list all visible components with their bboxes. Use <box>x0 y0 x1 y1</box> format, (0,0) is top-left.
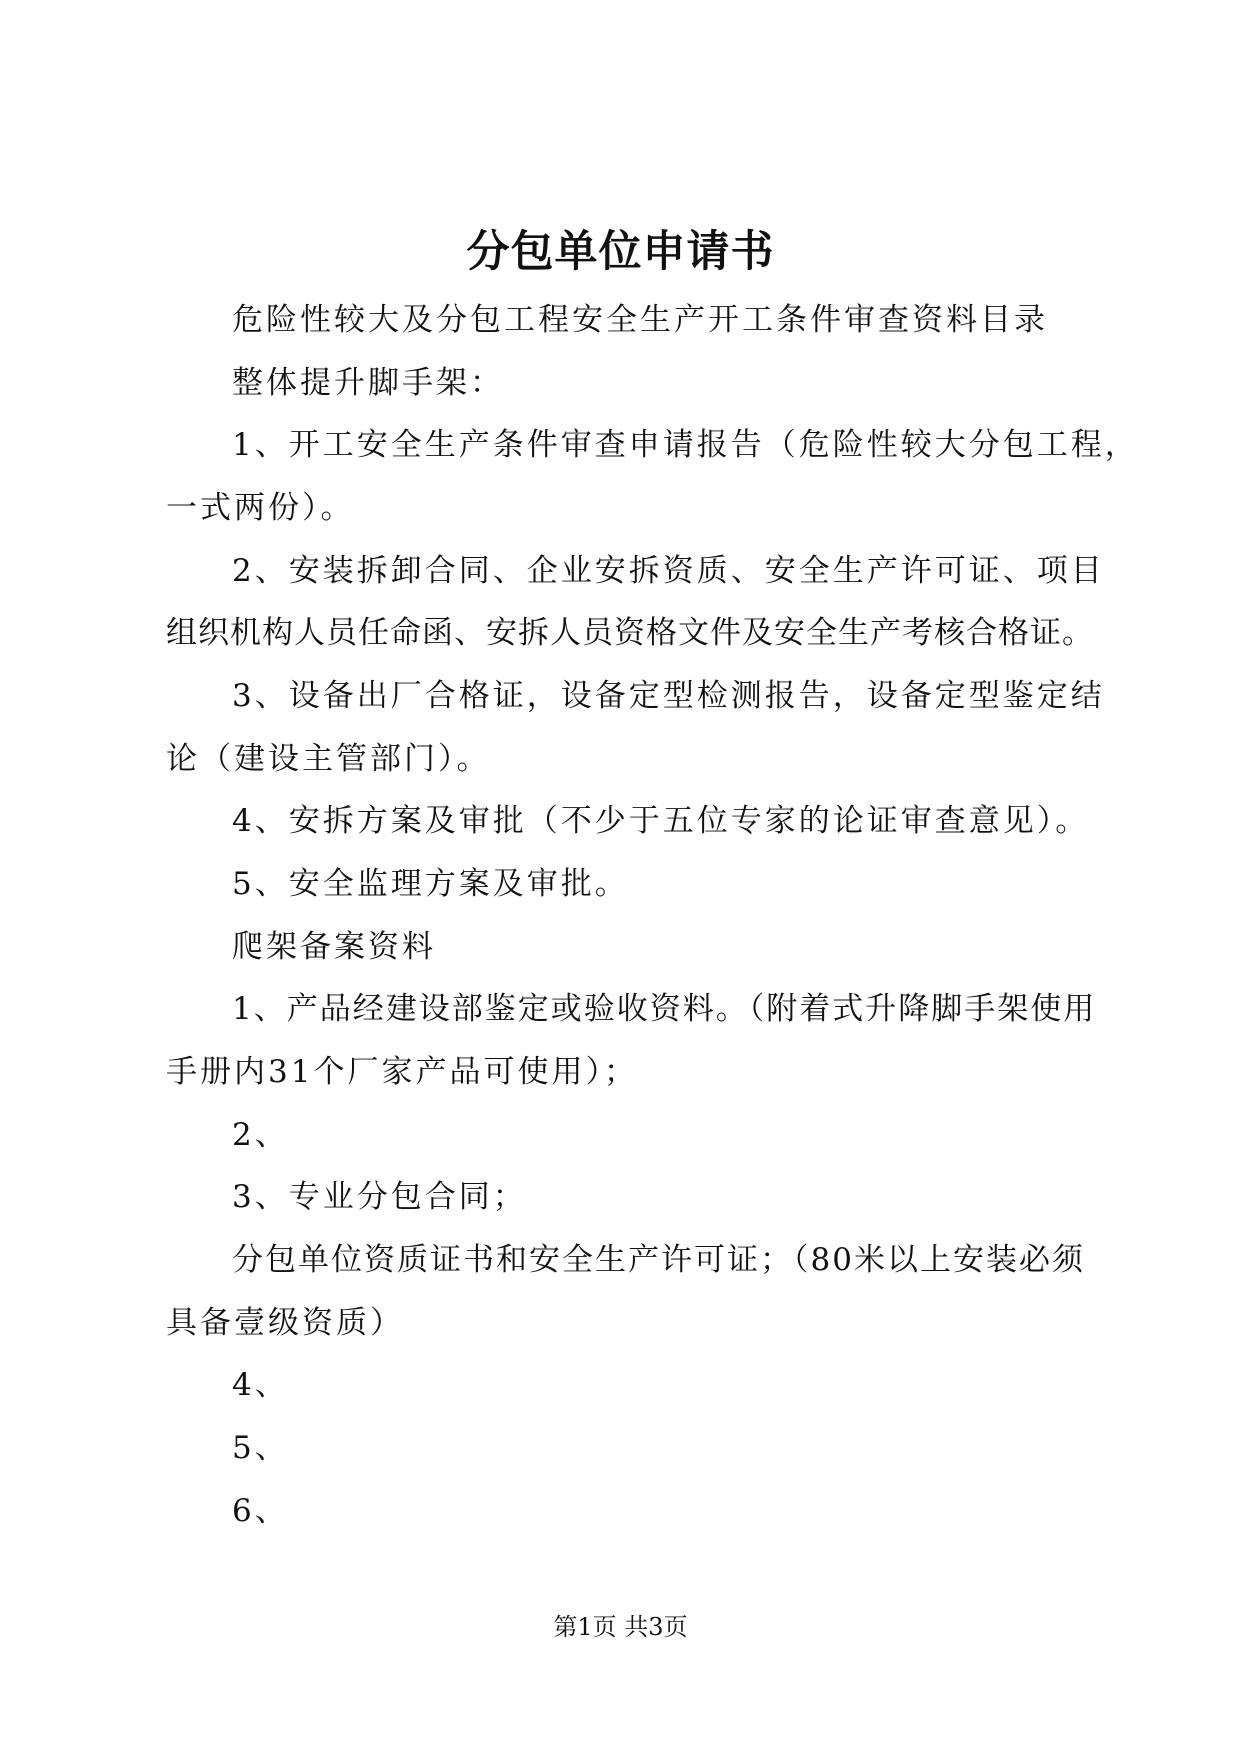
page-footer: 第1页 共3页 <box>553 1613 688 1641</box>
paragraph-line: 6、 <box>232 1493 289 1529</box>
paragraph-line: 5、安全监理方案及审批。 <box>232 866 629 902</box>
paragraph-line: 整体提升脚手架： <box>232 365 504 401</box>
paragraph-line: 3、设备出厂合格证，设备定型检测报告，设备定型鉴定结 <box>232 678 1105 714</box>
page-title: 分包单位申请书 <box>466 227 775 277</box>
paragraph-line: 2、安装拆卸合同、企业安拆资质、安全生产许可证、项目 <box>232 553 1105 589</box>
paragraph-line: 3、专业分包合同； <box>232 1179 527 1215</box>
paragraph-line: 具备壹级资质） <box>166 1305 404 1341</box>
paragraph-line: 手册内31个厂家产品可使用）； <box>166 1054 638 1090</box>
paragraph-line: 4、安拆方案及审批（不少于五位专家的论证审查意见）。 <box>232 803 1090 839</box>
paragraph-line: 4、 <box>232 1367 289 1403</box>
section-heading: 爬架备案资料 <box>232 929 436 965</box>
paragraph-line: 1、开工安全生产条件审查申请报告（危险性较大分包工程， <box>232 427 1139 463</box>
paragraph-line: 5、 <box>232 1430 289 1466</box>
paragraph-line: 2、 <box>232 1117 289 1153</box>
paragraph-line: 1、产品经建设部鉴定或验收资料。（附着式升降脚手架使用 <box>232 991 1097 1027</box>
paragraph-line: 一式两份）。 <box>166 490 355 526</box>
paragraph-line: 组织机构人员任命函、安拆人员资格文件及安全生产考核合格证。 <box>166 615 1094 651</box>
paragraph-line: 论（建设主管部门）。 <box>166 741 491 777</box>
paragraph-line: 分包单位资质证书和安全生产许可证；（80米以上安装必须 <box>232 1242 1085 1278</box>
paragraph-line: 危险性较大及分包工程安全生产开工条件审查资料目录 <box>232 302 1048 338</box>
